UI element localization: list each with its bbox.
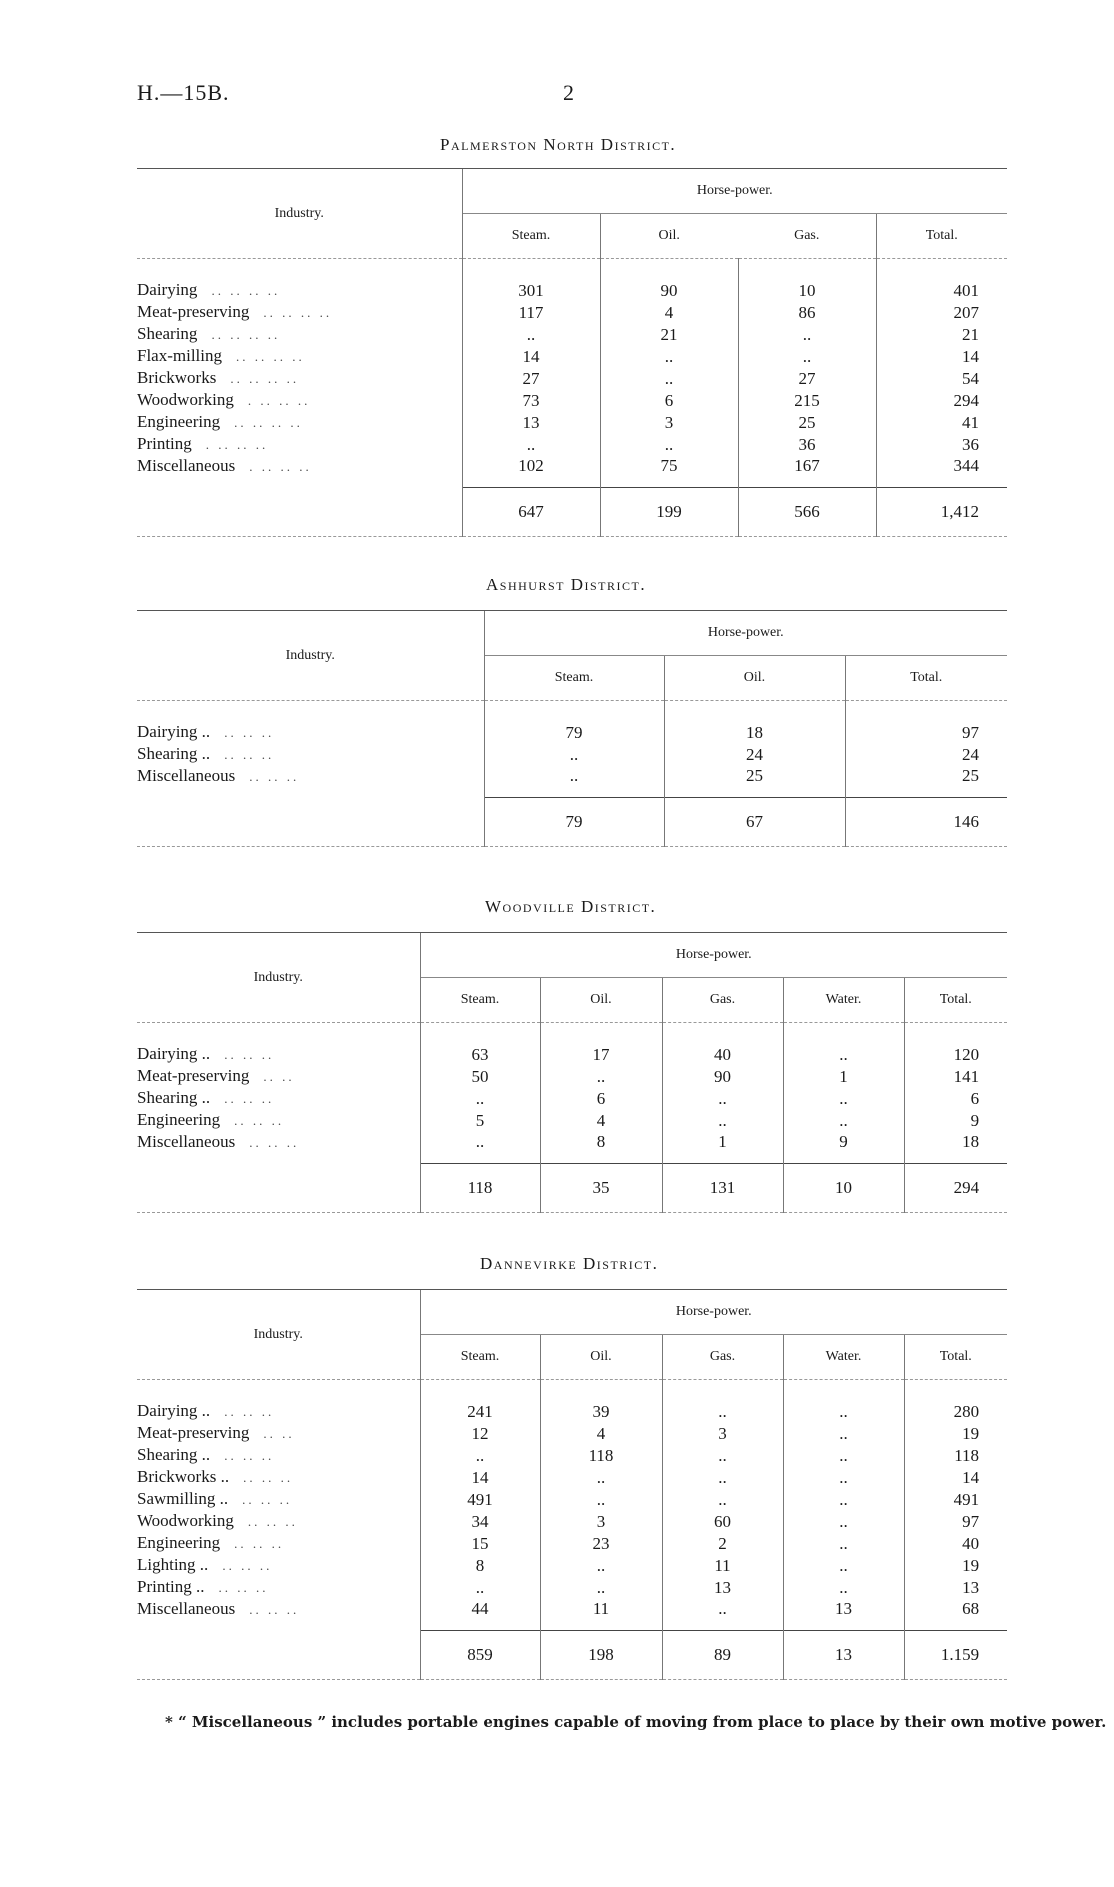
column-header: Gas. [662, 1335, 783, 1380]
value-cell: .. [540, 1576, 662, 1598]
horse-power-table [137, 932, 1007, 1213]
leader-dots: .. .. .. [249, 1135, 300, 1150]
table-row [137, 1422, 1007, 1444]
total-cell: 67 [664, 797, 845, 846]
table-row [137, 1131, 1007, 1163]
value-cell: 44 [420, 1598, 540, 1630]
value-cell: 39 [540, 1380, 662, 1423]
value-cell: 41 [876, 411, 1007, 433]
industry-cell [137, 1510, 420, 1532]
value-cell: 79 [484, 701, 664, 744]
value-cell: 294 [876, 389, 1007, 411]
leader-dots: .. .. .. .. [263, 305, 333, 320]
value-cell: 4 [540, 1422, 662, 1444]
totals-row [137, 1163, 1007, 1212]
leader-dots: .. .. .. .. [234, 415, 303, 430]
value-cell: 491 [420, 1488, 540, 1510]
value-cell: 241 [420, 1380, 540, 1423]
value-cell: 120 [904, 1023, 1007, 1066]
total-cell: 859 [420, 1630, 540, 1679]
total-cell: 10 [783, 1163, 904, 1212]
value-cell: 86 [738, 301, 876, 323]
value-cell: .. [600, 345, 738, 367]
total-cell: 79 [484, 797, 664, 846]
column-header: Steam. [462, 214, 600, 259]
table-row [137, 1087, 1007, 1109]
value-cell: 18 [664, 701, 845, 744]
document-reference: H.—15B. [137, 80, 230, 105]
value-cell: 36 [876, 433, 1007, 455]
column-header: Steam. [420, 1335, 540, 1380]
column-header: Oil. [600, 214, 738, 259]
leader-dots: .. .. .. [242, 1492, 293, 1507]
value-cell: .. [783, 1488, 904, 1510]
value-cell: 3 [540, 1510, 662, 1532]
industry-label: Shearing .. [137, 1088, 211, 1107]
table-row [137, 1598, 1007, 1630]
value-cell: .. [738, 323, 876, 345]
value-cell: 11 [662, 1554, 783, 1576]
table-row [137, 1444, 1007, 1466]
value-cell: 118 [904, 1444, 1007, 1466]
column-header: Steam. [484, 656, 664, 701]
industry-label: Dairying .. [137, 1401, 211, 1420]
value-cell: 17 [540, 1023, 662, 1066]
horse-power-header: Horse-power. [484, 611, 1007, 656]
table-row [137, 433, 1007, 455]
footnote: * “ Miscellaneous ” includes portable engines capable of moving from place to place by their own motive power. [165, 1713, 1107, 1731]
totals-row [137, 487, 1007, 536]
leader-dots: .. .. .. [234, 1536, 285, 1551]
value-cell: 40 [662, 1023, 783, 1066]
value-cell: 13 [904, 1576, 1007, 1598]
industry-cell [137, 1109, 420, 1131]
value-cell: .. [783, 1422, 904, 1444]
value-cell: .. [738, 345, 876, 367]
value-cell: 36 [738, 433, 876, 455]
industry-label: Miscellaneous [137, 1132, 236, 1151]
table-row [137, 1380, 1007, 1423]
totals-label-cell [137, 487, 462, 536]
table-row [137, 1510, 1007, 1532]
value-cell: 27 [738, 367, 876, 389]
column-header: Gas. [662, 978, 783, 1023]
industry-header: Industry. [137, 933, 420, 1023]
value-cell: 14 [876, 345, 1007, 367]
value-cell: .. [420, 1576, 540, 1598]
industry-cell [137, 1532, 420, 1554]
table-row [137, 367, 1007, 389]
value-cell: .. [662, 1598, 783, 1630]
horse-power-table [137, 610, 1007, 847]
totals-row [137, 797, 1007, 846]
industry-header: Industry. [137, 1290, 420, 1380]
value-cell: .. [662, 1380, 783, 1423]
value-cell: .. [783, 1576, 904, 1598]
industry-cell [137, 1488, 420, 1510]
value-cell: 117 [462, 301, 600, 323]
total-cell: 1,412 [876, 487, 1007, 536]
value-cell: 2 [662, 1532, 783, 1554]
table-row [137, 765, 1007, 797]
table-row [137, 1466, 1007, 1488]
value-cell: 50 [420, 1065, 540, 1087]
table-row [137, 259, 1007, 302]
value-cell: .. [783, 1532, 904, 1554]
column-header: Total. [904, 978, 1007, 1023]
value-cell: 9 [783, 1131, 904, 1163]
leader-dots: .. .. .. [224, 1047, 275, 1062]
value-cell: .. [783, 1466, 904, 1488]
leader-dots: . .. .. .. [205, 437, 269, 452]
value-cell: 90 [600, 259, 738, 302]
value-cell: 24 [664, 743, 845, 765]
value-cell: .. [662, 1109, 783, 1131]
industry-cell [137, 1554, 420, 1576]
industry-cell [137, 433, 462, 455]
totals-label-cell [137, 797, 484, 846]
value-cell: 34 [420, 1510, 540, 1532]
horse-power-header: Horse-power. [420, 933, 1007, 978]
industry-label: Miscellaneous [137, 456, 236, 475]
value-cell: 21 [600, 323, 738, 345]
total-cell: 294 [904, 1163, 1007, 1212]
leader-dots: .. .. .. .. [230, 371, 300, 386]
table-row [137, 1576, 1007, 1598]
industry-cell [137, 1023, 420, 1066]
value-cell: 18 [904, 1131, 1007, 1163]
value-cell: 19 [904, 1554, 1007, 1576]
table-row [137, 1109, 1007, 1131]
value-cell: 118 [540, 1444, 662, 1466]
industry-label: Engineering [137, 412, 221, 431]
value-cell: 90 [662, 1065, 783, 1087]
leader-dots: .. .. .. .. [236, 349, 305, 364]
table-row [137, 389, 1007, 411]
value-cell: 401 [876, 259, 1007, 302]
value-cell: 344 [876, 455, 1007, 487]
industry-cell [137, 259, 462, 302]
value-cell: 5 [420, 1109, 540, 1131]
industry-label: Dairying .. [137, 722, 211, 741]
total-cell: 131 [662, 1163, 783, 1212]
industry-label: Meat-preserving [137, 1423, 250, 1442]
total-cell: 1.159 [904, 1630, 1007, 1679]
table-row [137, 1554, 1007, 1576]
industry-cell [137, 323, 462, 345]
industry-label: Meat-preserving [137, 302, 250, 321]
industry-label: Engineering [137, 1110, 221, 1129]
leader-dots: .. .. .. [249, 1602, 300, 1617]
value-cell: 6 [540, 1087, 662, 1109]
value-cell: .. [420, 1444, 540, 1466]
industry-cell [137, 1598, 420, 1630]
leader-dots: .. .. .. [224, 1448, 275, 1463]
leader-dots: .. .. .. [224, 1091, 275, 1106]
table-row [137, 455, 1007, 487]
industry-cell [137, 701, 484, 744]
value-cell: .. [540, 1554, 662, 1576]
value-cell: 63 [420, 1023, 540, 1066]
value-cell: 97 [845, 701, 1007, 744]
industry-label: Shearing [137, 324, 198, 343]
industry-label: Flax-milling [137, 346, 222, 365]
industry-cell [137, 1131, 420, 1163]
column-header: Water. [783, 1335, 904, 1380]
total-cell: 566 [738, 487, 876, 536]
leader-dots: .. .. .. [249, 769, 300, 784]
value-cell: 40 [904, 1532, 1007, 1554]
value-cell: 11 [540, 1598, 662, 1630]
page-number: 2 [563, 80, 574, 105]
value-cell: 97 [904, 1510, 1007, 1532]
industry-cell [137, 1380, 420, 1423]
horse-power-table [137, 168, 1007, 537]
column-header: Oil. [664, 656, 845, 701]
industry-cell [137, 411, 462, 433]
industry-label: Printing .. [137, 1577, 205, 1596]
industry-cell [137, 1466, 420, 1488]
value-cell: .. [420, 1087, 540, 1109]
column-header: Oil. [540, 1335, 662, 1380]
value-cell: 3 [662, 1422, 783, 1444]
value-cell: .. [540, 1065, 662, 1087]
value-cell: 68 [904, 1598, 1007, 1630]
value-cell: 19 [904, 1422, 1007, 1444]
industry-label: Miscellaneous [137, 766, 236, 785]
table-row [137, 1488, 1007, 1510]
value-cell: .. [662, 1488, 783, 1510]
table-title: Woodville District. [485, 897, 657, 916]
industry-cell [137, 1576, 420, 1598]
value-cell: 13 [462, 411, 600, 433]
value-cell: 4 [540, 1109, 662, 1131]
value-cell: .. [783, 1087, 904, 1109]
table-row [137, 301, 1007, 323]
industry-header: Industry. [137, 169, 462, 259]
industry-label: Brickworks [137, 368, 217, 387]
totals-label-cell [137, 1630, 420, 1679]
value-cell: 14 [462, 345, 600, 367]
industry-label: Printing [137, 434, 192, 453]
value-cell: 4 [600, 301, 738, 323]
value-cell: 23 [540, 1532, 662, 1554]
value-cell: 25 [845, 765, 1007, 797]
value-cell: .. [783, 1554, 904, 1576]
industry-label: Dairying [137, 280, 198, 299]
value-cell: 25 [664, 765, 845, 797]
table-row [137, 411, 1007, 433]
value-cell: .. [600, 433, 738, 455]
value-cell: 25 [738, 411, 876, 433]
value-cell: 14 [420, 1466, 540, 1488]
industry-label: Lighting .. [137, 1555, 209, 1574]
industry-label: Engineering [137, 1533, 221, 1552]
leader-dots: .. .. .. [222, 1558, 273, 1573]
column-header: Total. [876, 214, 1007, 259]
industry-label: Dairying .. [137, 1044, 211, 1063]
column-header: Total. [845, 656, 1007, 701]
leader-dots: .. .. .. .. [211, 327, 281, 342]
total-cell: 89 [662, 1630, 783, 1679]
table-row [137, 323, 1007, 345]
value-cell: 491 [904, 1488, 1007, 1510]
value-cell: .. [540, 1466, 662, 1488]
column-header: Gas. [738, 214, 876, 259]
value-cell: 167 [738, 455, 876, 487]
leader-dots: .. .. .. [224, 747, 275, 762]
totals-label-cell [137, 1163, 420, 1212]
value-cell: 102 [462, 455, 600, 487]
industry-label: Woodworking [137, 390, 234, 409]
industry-header: Industry. [137, 611, 484, 701]
table-title: Palmerston North District. [440, 135, 677, 154]
value-cell: .. [484, 765, 664, 797]
value-cell: 24 [845, 743, 1007, 765]
leader-dots: .. .. .. [224, 725, 275, 740]
value-cell: 14 [904, 1466, 1007, 1488]
leader-dots: .. .. .. [224, 1404, 275, 1419]
value-cell: .. [783, 1380, 904, 1423]
total-cell: 199 [600, 487, 738, 536]
horse-power-header: Horse-power. [462, 169, 1007, 214]
column-header: Steam. [420, 978, 540, 1023]
table-row [137, 1065, 1007, 1087]
column-header: Total. [904, 1335, 1007, 1380]
leader-dots: .. .. .. [218, 1580, 269, 1595]
value-cell: .. [662, 1466, 783, 1488]
industry-label: Shearing .. [137, 1445, 211, 1464]
industry-cell [137, 301, 462, 323]
value-cell: .. [783, 1109, 904, 1131]
industry-cell [137, 743, 484, 765]
value-cell: 215 [738, 389, 876, 411]
value-cell: .. [462, 433, 600, 455]
table-title: Dannevirke District. [480, 1254, 659, 1273]
value-cell: 141 [904, 1065, 1007, 1087]
value-cell: .. [462, 323, 600, 345]
value-cell: 27 [462, 367, 600, 389]
table-row [137, 345, 1007, 367]
value-cell: 6 [904, 1087, 1007, 1109]
industry-label: Shearing .. [137, 744, 211, 763]
leader-dots: .. .. .. .. [211, 283, 281, 298]
industry-label: Meat-preserving [137, 1066, 250, 1085]
industry-label: Brickworks .. [137, 1467, 230, 1486]
value-cell: .. [662, 1444, 783, 1466]
industry-cell [137, 345, 462, 367]
value-cell: 1 [783, 1065, 904, 1087]
leader-dots: . .. .. .. [249, 459, 312, 474]
value-cell: 3 [600, 411, 738, 433]
leader-dots: .. .. [263, 1426, 295, 1441]
column-header: Oil. [540, 978, 662, 1023]
value-cell: 13 [662, 1576, 783, 1598]
total-cell: 118 [420, 1163, 540, 1212]
total-cell: 146 [845, 797, 1007, 846]
total-cell: 647 [462, 487, 600, 536]
value-cell: 60 [662, 1510, 783, 1532]
value-cell: .. [484, 743, 664, 765]
leader-dots: .. .. .. [243, 1470, 294, 1485]
table-row [137, 1532, 1007, 1554]
value-cell: 8 [540, 1131, 662, 1163]
industry-cell [137, 367, 462, 389]
value-cell: 15 [420, 1532, 540, 1554]
industry-label: Miscellaneous [137, 1599, 236, 1618]
value-cell: .. [540, 1488, 662, 1510]
total-cell: 198 [540, 1630, 662, 1679]
table-row [137, 743, 1007, 765]
industry-cell [137, 1087, 420, 1109]
value-cell: .. [783, 1023, 904, 1066]
industry-cell [137, 1444, 420, 1466]
value-cell: 301 [462, 259, 600, 302]
value-cell: 75 [600, 455, 738, 487]
industry-cell [137, 765, 484, 797]
value-cell: 54 [876, 367, 1007, 389]
value-cell: .. [600, 367, 738, 389]
value-cell: 9 [904, 1109, 1007, 1131]
value-cell: .. [783, 1510, 904, 1532]
table-title: Ashhurst District. [486, 575, 647, 594]
total-cell: 35 [540, 1163, 662, 1212]
value-cell: .. [420, 1131, 540, 1163]
horse-power-header: Horse-power. [420, 1290, 1007, 1335]
value-cell: 21 [876, 323, 1007, 345]
value-cell: 73 [462, 389, 600, 411]
total-cell: 13 [783, 1630, 904, 1679]
leader-dots: . .. .. .. [247, 393, 311, 408]
horse-power-table [137, 1289, 1007, 1680]
column-header: Water. [783, 978, 904, 1023]
leader-dots: .. .. .. [247, 1514, 298, 1529]
value-cell: 12 [420, 1422, 540, 1444]
totals-row [137, 1630, 1007, 1679]
industry-cell [137, 389, 462, 411]
industry-label: Sawmilling .. [137, 1489, 229, 1508]
leader-dots: .. .. .. [234, 1113, 285, 1128]
industry-cell [137, 455, 462, 487]
table-row [137, 701, 1007, 744]
leader-dots: .. .. [263, 1069, 295, 1084]
value-cell: 10 [738, 259, 876, 302]
industry-label: Woodworking [137, 1511, 234, 1530]
value-cell: 8 [420, 1554, 540, 1576]
value-cell: .. [662, 1087, 783, 1109]
value-cell: 13 [783, 1598, 904, 1630]
value-cell: 6 [600, 389, 738, 411]
value-cell: .. [783, 1444, 904, 1466]
value-cell: 280 [904, 1380, 1007, 1423]
industry-cell [137, 1065, 420, 1087]
value-cell: 1 [662, 1131, 783, 1163]
industry-cell [137, 1422, 420, 1444]
table-row [137, 1023, 1007, 1066]
value-cell: 207 [876, 301, 1007, 323]
